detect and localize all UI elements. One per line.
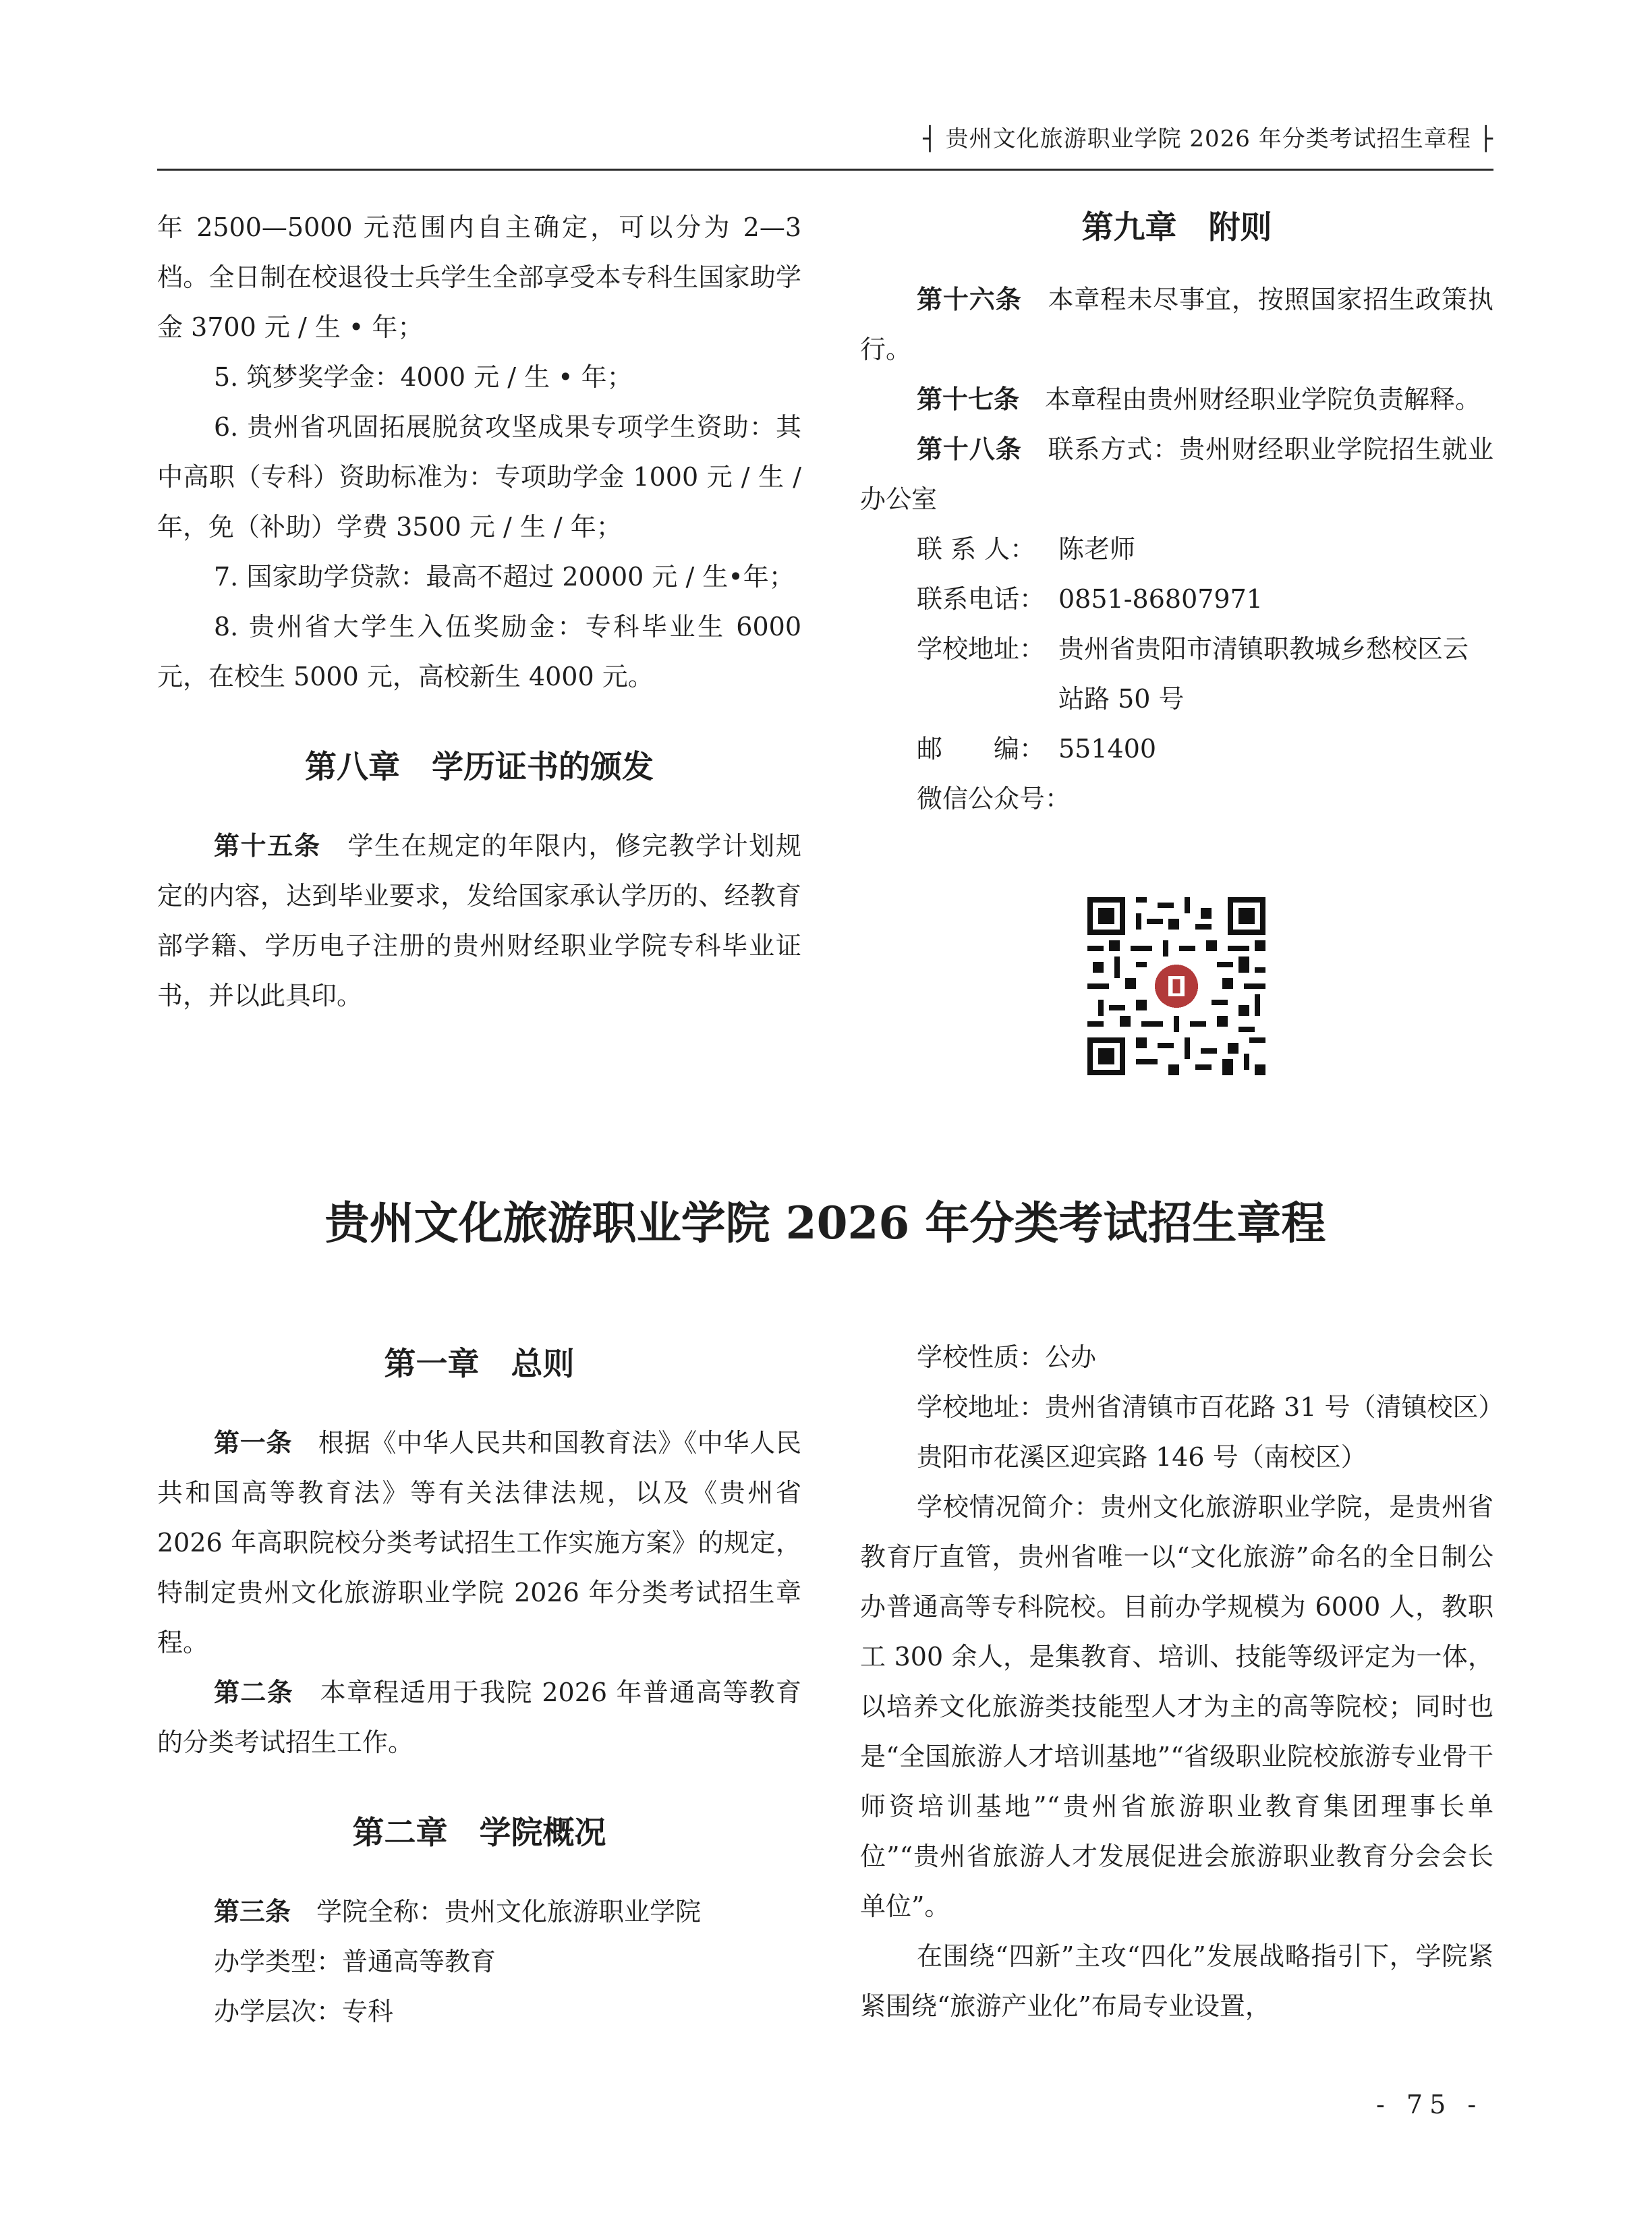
school-intro: 学校情况简介：贵州文化旅游职业学院，是贵州省教育厅直管，贵州省唯一以“文化旅游”命名的全日制公办普通高等专科院校。目前办学规模为 6000 人，教职工 300 余人，是集教育、培训、技能等级评定为一体，以培养文化旅游类技能型人才为主的高等院校；同时也是“全国旅游人才培训基地”“省级职业院校旅游专业骨干师资培训基地”“贵州省旅游职业教育集团理事长单位”“贵州省旅游人才发展促进会旅游职业教育分会会长单位”。 [860,1492,1493,1921]
article-2-label: 第二条 [214,1678,294,1707]
right-bottom-column [860,1332,1504,2031]
chapter-9-heading: 第九章 附则 [1081,209,1272,246]
article-17-label: 第十七条 [917,384,1020,414]
list-item-7: 7. 国家助学贷款：最高不超过 20000 元 / 生•年； [214,562,795,592]
article-3-label: 第三条 [214,1897,291,1927]
article-15 [157,821,801,1021]
right-top-column [860,202,1493,824]
school-level: 办学层次：专科 [214,1997,394,2026]
contact-row [860,774,1493,824]
contact-value: 贵州省贵阳市清镇职教城乡愁校区云站路 50 号 [1058,634,1469,714]
contact-row [860,574,1493,624]
article-17-text: 本章程由贵州财经职业学院负责解释。 [1045,384,1481,414]
contact-key: 联系电话： [917,584,1046,614]
article-1-label: 第一条 [214,1428,293,1458]
contact-key: 联 系 人： [917,534,1036,564]
contact-value: 551400 [1058,734,1157,764]
chapter-1-heading: 第一章 总则 [384,1346,575,1383]
header-rule [157,169,1493,171]
school-address-2: 贵阳市花溪区迎宾路 146 号（南校区） [917,1442,1367,1472]
article-18-label: 第十八条 [917,434,1022,464]
running-header: ┤ 贵州文化旅游职业学院 2026 年分类考试招生章程 ├ [923,125,1493,152]
school-address: 学校地址：贵州省清镇市百花路 31 号（清镇校区） [917,1392,1504,1422]
contact-key: 学校地址： [917,634,1046,664]
list-item-5: 5. 筑梦奖学金：4000 元 / 生 • 年； [214,362,633,392]
list-item-6: 6. 贵州省巩固拓展脱贫攻坚成果专项学生资助：其中高职（专科）资助标准为：专项助学金 1000 元 / 生 / 年，免（补助）学费 3500 元 / 生 / 年； [157,412,801,542]
left-bottom-column [157,1339,801,2036]
chapter-8-heading: 第八章 学历证书的颁发 [305,749,654,786]
continued-paragraph: 年 2500—5000 元范围内自主确定，可以分为 2—3 档。全日制在校退役士兵学生全部享受本专科生国家助学金 3700 元 / 生 • 年； [157,212,801,342]
article-16-label: 第十六条 [917,285,1022,314]
contact-key: 邮 编： [917,734,1046,764]
left-top-column [157,202,801,1021]
contact-value: 陈老师 [1058,534,1136,564]
contact-row [860,624,1493,724]
contact-row [860,724,1493,774]
document-title: 贵州文化旅游职业学院 2026 年分类考试招生章程 [324,1197,1326,1249]
article-1-text: 根据《中华人民共和国教育法》《中华人民共和国高等教育法》等有关法律法规，以及《贵州省 2026 年高职院校分类考试招生工作实施方案》的规定，特制定贵州文化旅游职业学院 2026 年分类考试招生章程。 [157,1428,801,1657]
school-nature: 学校性质：公办 [917,1342,1097,1372]
contact-value [1071,774,1493,824]
article-16 [860,275,1493,374]
contact-key: 微信公众号： [917,784,1071,814]
article-17 [860,374,1493,424]
article-15-text: 学生在规定的年限内，修完教学计划规定的内容，达到毕业要求，发给国家承认学历的、经教育部学籍、学历电子注册的贵州财经职业学院专科毕业证书，并以此具印。 [157,831,801,1010]
article-18-text: 联系方式：贵州财经职业学院招生就业办公室 [860,434,1493,514]
article-16-text: 本章程未尽事宜，按照国家招生政策执行。 [860,285,1493,364]
article-15-label: 第十五条 [214,831,321,861]
article-1 [157,1418,801,1667]
contact-list [860,524,1493,824]
article-18 [860,424,1493,524]
contact-row [860,524,1493,574]
article-2 [157,1667,801,1767]
school-type: 办学类型：普通高等教育 [214,1947,496,1976]
page-number: - 75 - [1376,2090,1483,2119]
strategy-paragraph: 在围绕“四新”主攻“四化”发展战略指引下，学院紧紧围绕“旅游产业化”布局专业设置， [860,1941,1493,2021]
article-3 [157,1887,801,1937]
article-2-text: 本章程适用于我院 2026 年普通高等教育的分类考试招生工作。 [157,1678,801,1757]
contact-value: 0851-86807971 [1058,584,1263,614]
wechat-qr-code-icon [1087,897,1265,1075]
article-3-text: 学院全称：贵州文化旅游职业学院 [316,1897,702,1927]
list-item-8: 8. 贵州省大学生入伍奖励金：专科毕业生 6000 元，在校生 5000 元，高校新生 4000 元。 [157,612,801,691]
chapter-2-heading: 第二章 学院概况 [352,1815,606,1852]
